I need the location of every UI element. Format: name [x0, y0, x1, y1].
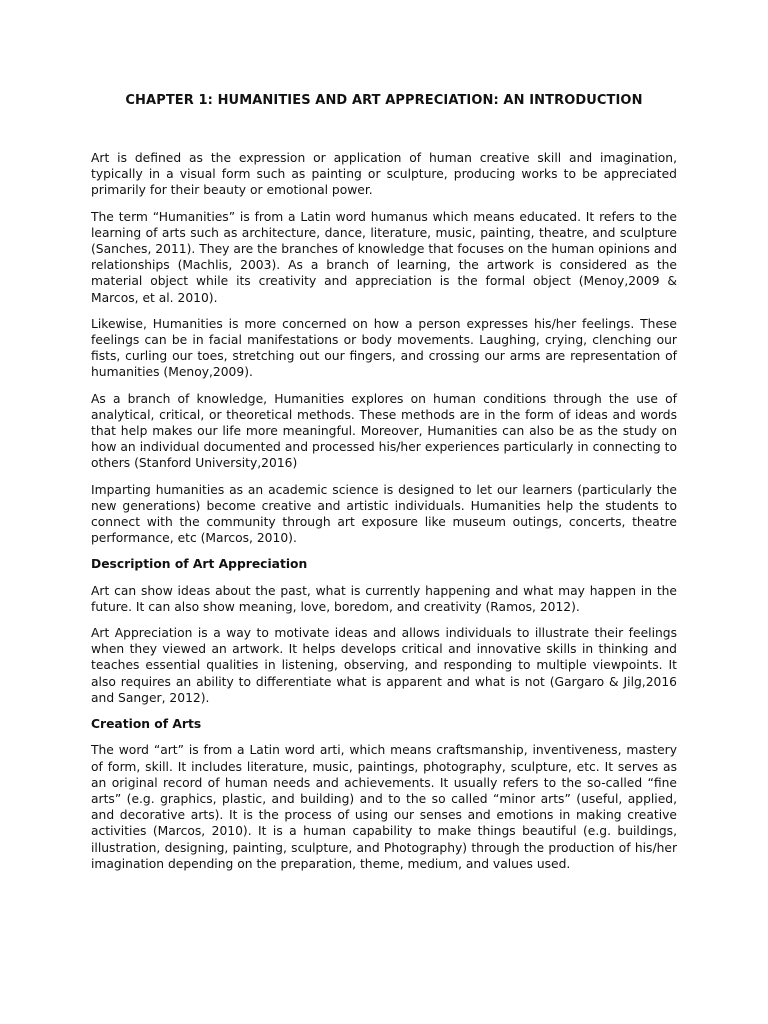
paragraph-imparting-humanities: Imparting humanities as an academic science is designed to let our learners (particularly the new generations) become creative and artistic individuals. Humanities help the students to connect with the community through art exposure like museum outings, concerts, theatre performance, etc (Marcos, 2010). [91, 482, 677, 546]
paragraph-art-definition: Art is defined as the expression or application of human creative skill and imagination, typically in a visual form such as painting or sculpture, producing works to be appreciated primarily for their beauty or emotional power. [91, 151, 677, 198]
heading-art-appreciation: Description of Art Appreciation [91, 557, 308, 572]
paragraph-humanities-term: The term “Humanities” is from a Latin word humanus which means educated. It refers to the learning of arts such as architecture, dance, literature, music, painting, theatre, and sculpture (Sanches, 2011). They are the branches of knowledge that focuses on the human opinions and relationships (Machlis, 2003). As a branch of learning, the artwork is considered as the material object while its creativity and appreciation is the formal object (Menoy,2009 & Marcos, et al. 2010). [91, 209, 677, 305]
paragraph-humanities-branch: As a branch of knowledge, Humanities explores on human conditions through the use of analytical, critical, or theoretical methods. These methods are in the form of ideas and words that help makes our life more meaningful. Moreover, Humanities can also be as the study on how an individual documented and processed his/her experiences particularly in connecting to others (Stanford University,2016) [91, 391, 677, 471]
document-body [91, 150, 677, 882]
paragraph-creation-of-arts: The word “art” is from a Latin word arti, which means craftsmanship, inventiveness, mastery of form, skill. It includes literature, music, paintings, photography, sculpture, etc. It serves as an original record of human needs and achievements. It usually refers to the so-called “fine arts” (e.g. graphics, plastic, and building) and to the so called “minor arts” (useful, applied, and decorative arts). It is the process of using our senses and emotions in making creative activities (Marcos, 2010). It is a human capability to make things beautiful (e.g. buildings, illustration, designing, painting, sculpture, and Photography) through the production of his/her imagination depending on the preparation, theme, medium, and values used. [91, 743, 677, 871]
paragraph-art-ideas: Art can show ideas about the past, what is currently happening and what may happen in the future. It can also show meaning, love, boredom, and creativity (Ramos, 2012). [91, 583, 677, 614]
paragraph-humanities-feelings: Likewise, Humanities is more concerned on how a person expresses his/her feelings. These feelings can be in facial manifestations or body movements. Laughing, crying, clenching our fists, curling our toes, stretching out our fingers, and crossing our arms are representation of humanities (Menoy,2009). [91, 316, 677, 380]
chapter-title: CHAPTER 1: HUMANITIES AND ART APPRECIATION: AN INTRODUCTION [125, 93, 643, 108]
paragraph-art-appreciation: Art Appreciation is a way to motivate ideas and allows individuals to illustrate their feelings when they viewed an artwork. It helps develops critical and innovative skills in thinking and teaches essential qualities in listening, observing, and responding to multiple viewpoints. It also requires an ability to differentiate what is apparent and what is not (Gargaro & Jilg,2016 and Sanger, 2012). [91, 626, 677, 705]
heading-creation-of-arts: Creation of Arts [91, 717, 202, 732]
